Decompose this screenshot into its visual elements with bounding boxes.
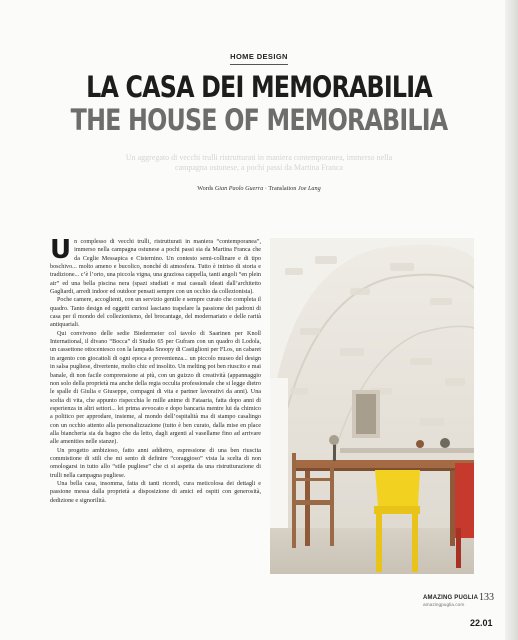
title-english: THE HOUSE OF MEMORABILIA [70, 103, 448, 137]
interior-photo [270, 238, 474, 574]
paragraph-2: Poche camere, accoglienti, con un servizio gentile e sempre curato che completa il quadro. Tanto design ed oggetti curiosi lasciano trapelare la passione dei padroni di casa per il mondo del collezionismo, del brocantage, del modernariato e delle rarità antiquariali. [50, 297, 261, 329]
paragraph-1-text: n complesso di vecchi trulli, ristrutturati in maniera “contemporanea”, immerso nella campagna ostunese a pochi passi sia da Martina Franca che da Ceglie Messapica e Cisternino. Un contesto semi-collinare e di tipo boschivo... molto ameno e bucolico, nonché di atmosfera. Tutto è intriso di storia e tradizione... c’è l’orto, una piccola vigna, una graziosa cappella, tanti angoli “en plein air” ed una bella piscina nera (spazi studiati e mai casuali ideati dall’architetto Gagliardi, arredi indoor ed outdoor pensati sempre con un occhio da collezionista). [50, 239, 261, 296]
translator-name: Joe Lang [297, 185, 321, 192]
footer-url: amazingpuglia.com [423, 603, 465, 608]
paragraph-5: Una bella casa, insomma, fatta di tanti ricordi, cura meticolosa dei dettagli e passione messa dalla proprietà a disposizione di amici ed ospiti con generosità, dedizione e signorilità. [50, 480, 261, 504]
article-body [50, 235, 261, 505]
page-number: 133 [479, 592, 494, 603]
author-name: Gian Paolo Guerra [214, 185, 264, 192]
credits-separator: · [264, 185, 267, 192]
words-label: Words [197, 185, 214, 192]
paragraph-1 [50, 235, 261, 296]
footer-brand: AMAZING PUGLIA [423, 595, 479, 601]
section-label: HOME DESIGN [0, 52, 518, 65]
interior-photo-illustration [270, 238, 474, 574]
corner-text: 22.01 [470, 618, 493, 628]
paragraph-4: Un progetto ambizioso, fatto anni addietro, espressione di una ben riuscita commistione di stili che mi sento di definire “coraggioso” vista la scelta di non omologarsi in tutto allo “stile pugliese” che ci si aspetta da una ristrutturazione di trulli nella campagna pugliese. [50, 447, 261, 479]
subtitle-faint: Un aggregato di vecchi trulli ristrutturati in maniera contemporanea, immerso nella campagna ostunese, a pochi passi da Martina Franca [125, 153, 393, 172]
credits-line [0, 185, 518, 192]
title-italian: LA CASA DEI MEMORABILIA [86, 70, 432, 104]
page-edge-shadow [505, 0, 518, 640]
translation-label: Translation [268, 185, 297, 192]
dropcap: U [50, 235, 72, 265]
paragraph-3: Qui convivono delle sedie Biedermeier col tavolo di Saarinen per Knoll International, il divano “Bocca” di Studio 65 per Gufram con un quadro di Lodola, un cassettone ottocentesco con la lampada Snoopy di Castiglioni per FLos, un cabaret in argento con giocattoli di ogni epoca e provenienza... un piccolo museo del design in salsa pugliese, divertente, molto chic ed insolito. Un melting pot ben riuscito e mai banale, di non facile comprensione ai più, con un guizzo di creatività (appannaggio non solo della proprietà ma anche della regia occulta professionale che si legge dietro le spalle di Giulia e Giuseppe, compagni di vita e partner lavorativi da anni). Una scelta di vita, che appunto rispecchia le mille anime di Fataaria, fatta dopo anni di esperienza in altri settori... lei prima avvocato e dopo bancaria mentre lui da chimico a politico per approdare, insieme, al mondo dell’ospitalità ma di stampo casalingo con un occhio attento alla personalizzazione (tutto è ben curato, dalla mise en place alla biancheria sia da bagno che da letto, dagli argenti al vasellame fino ad arrivare alle amenities nelle stanze). [50, 330, 261, 446]
